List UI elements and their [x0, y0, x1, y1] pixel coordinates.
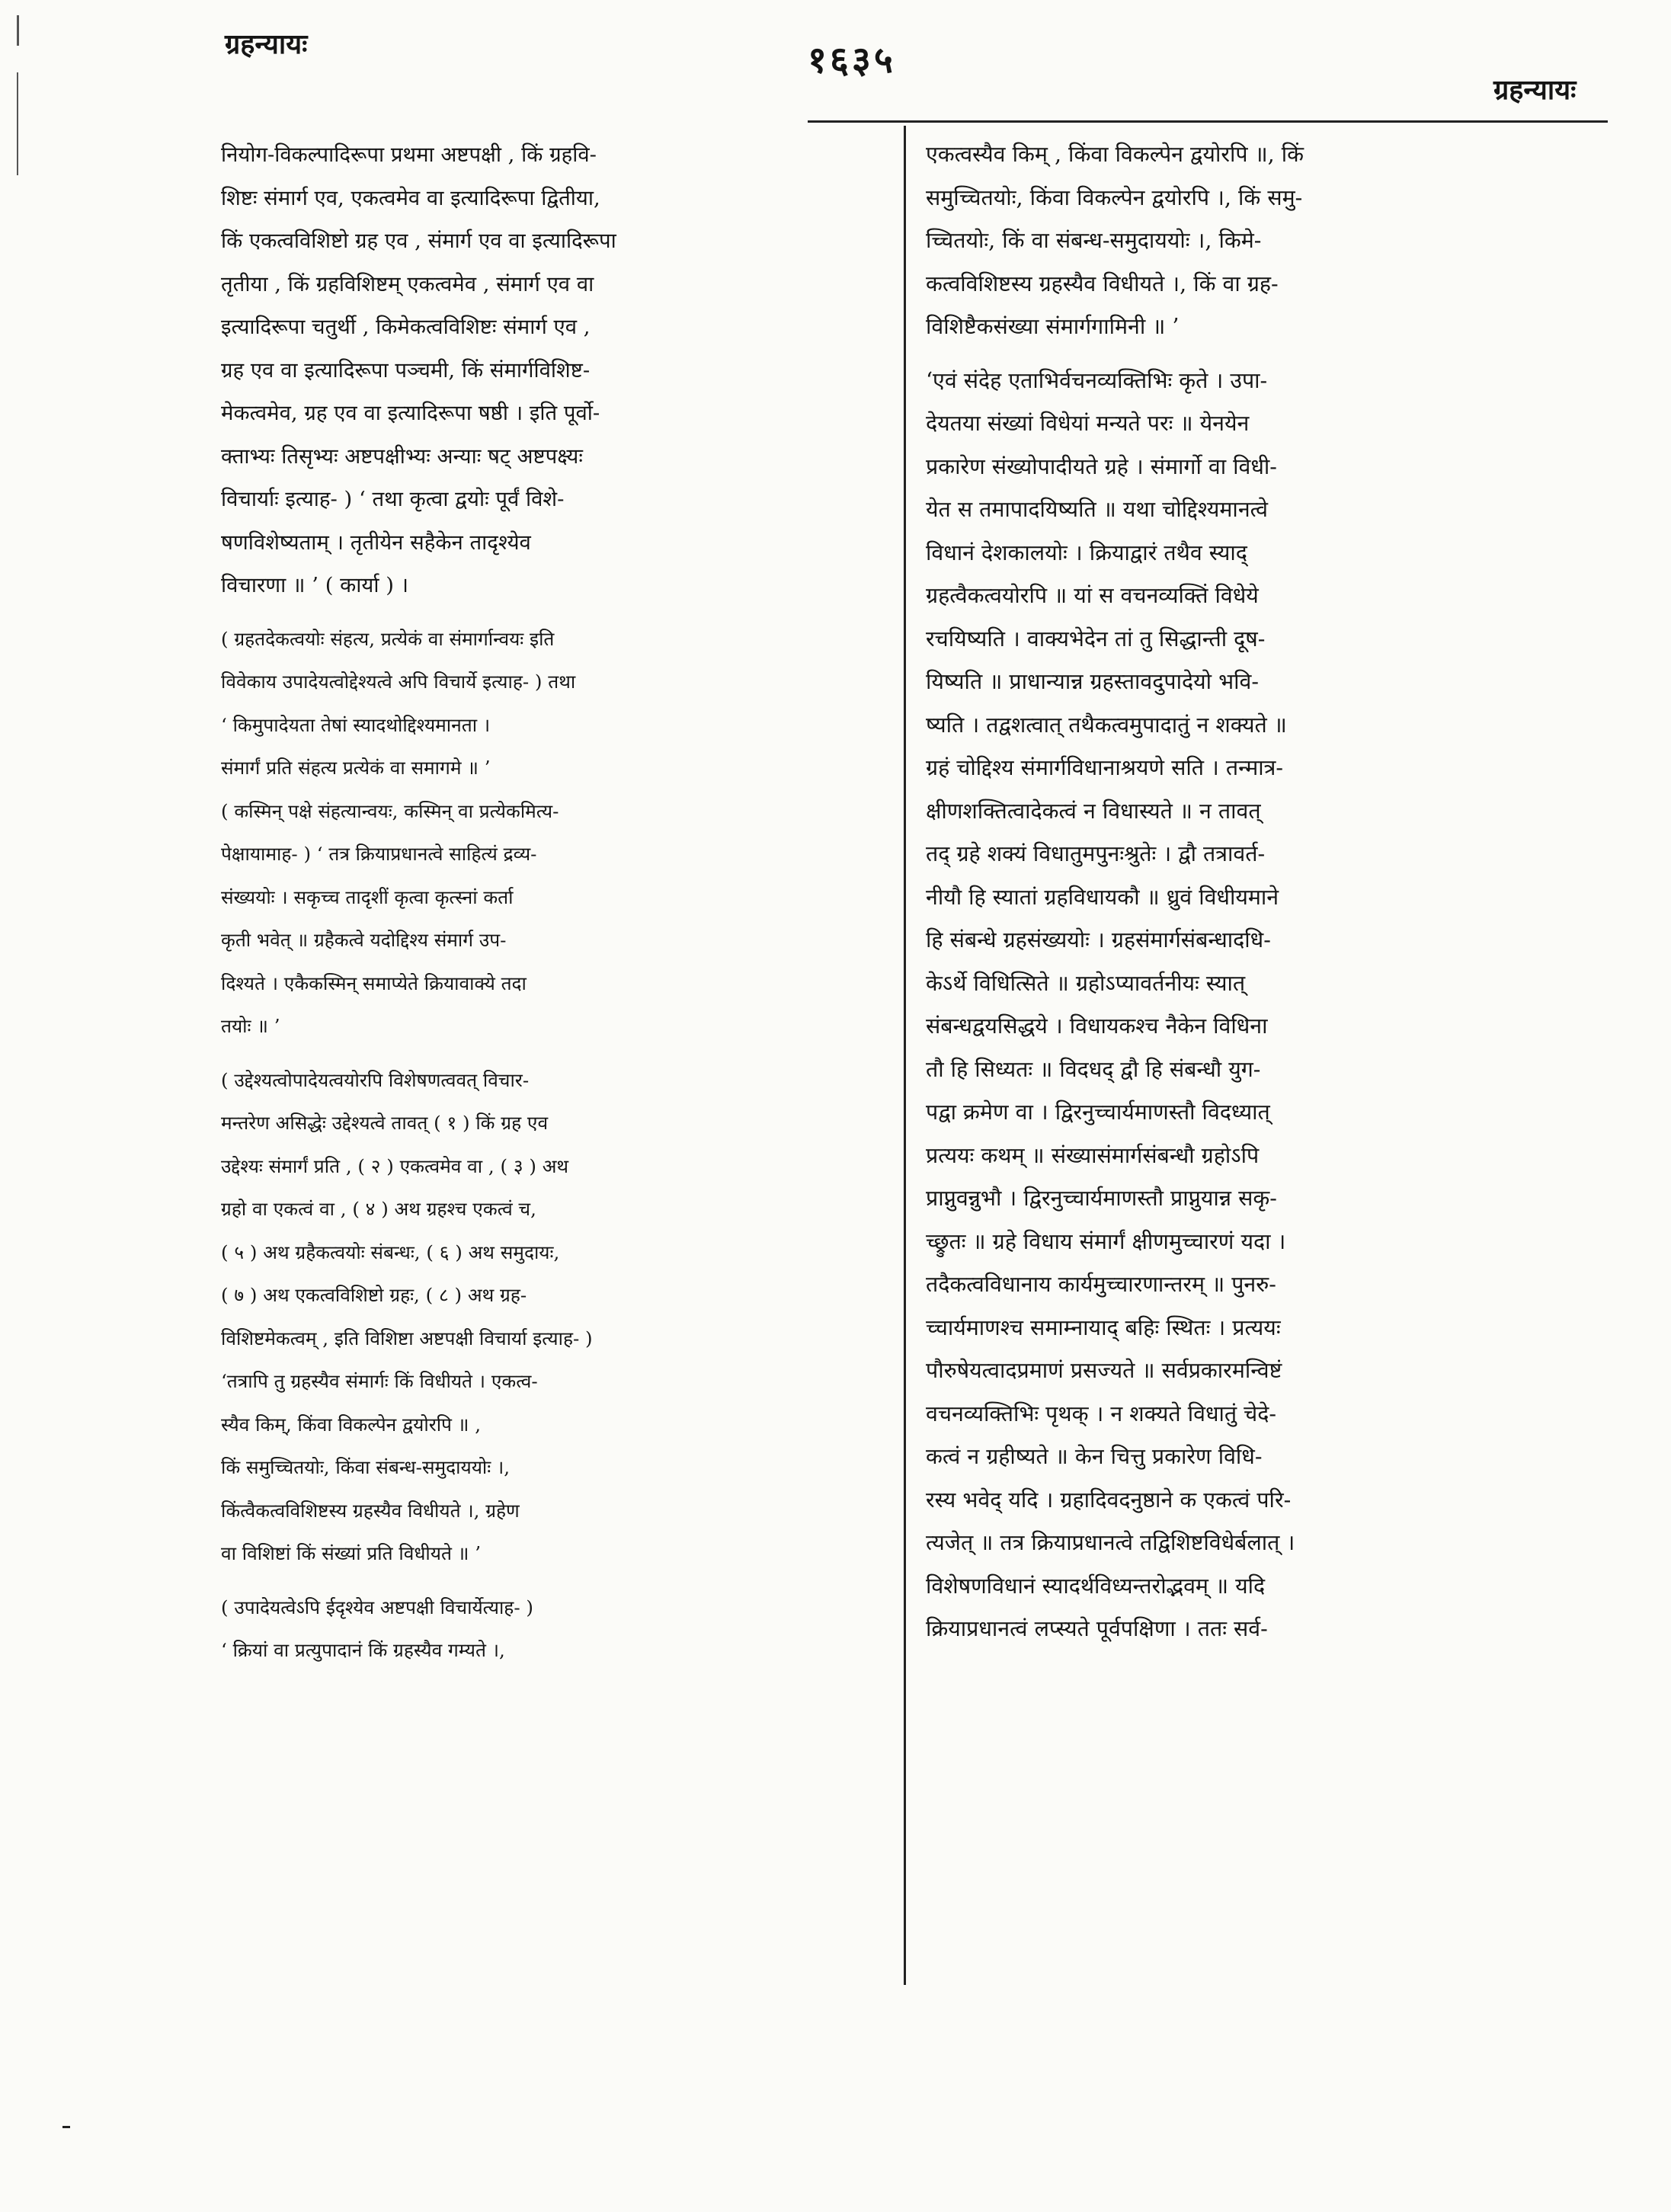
right-column [926, 133, 1600, 1662]
left-paragraph-4: ( उपादेयत्वेऽपि ईदृश्येव अष्टपक्षी विचार्येत्याह- ) ‘ क्रियां वा प्रत्युपादानं किं ग्रहस्यैव गम्यते ।, [221, 1596, 533, 1661]
right-paragraph-1: एकत्वस्यैव किम् , किंवा विकल्पेन द्वयोरपि ॥, किं समुच्चितयोः, किंवा विकल्पेन द्वयोरपि ।, किं समु- च्चितयोः, किं वा संबन्ध-समुदाययोः ।, किमे- कत्वविशिष्टस्य ग्रहस्यैव विधीयते ।, किं वा ग्रह- विशिष्टैकसंख्या संमार्गगामिनी ॥ ’ [926, 142, 1304, 339]
margin-mark-lower [17, 72, 18, 175]
left-paragraph-2: ( ग्रहतदेकत्वयोः संहत्य, प्रत्येकं वा संमार्गान्वयः इति विवेकाय उपादेयत्वोद्देश्यत्वे अपि विचार्ये इत्याह- ) तथा ‘ किमुपादेयता तेषां स्यादथोद्दिश्यमानता । संमार्गं प्रति संहत्य प्रत्येकं वा समागमे ॥ ’ ( कस्मिन् पक्षे संहत्यान्वयः, कस्मिन् वा प्रत्येकमित्य- पेक्षायामाह- ) ‘ तत्र क्रियाप्रधानत्वे साहित्यं द्रव्य- संख्ययोः । सकृच्च तादृशीं कृत्वा कृत्स्नां कर्ता कृती भवेत् ॥ ग्रहैकत्वे यदोद्दिश्य संमार्ग उप- दिश्यते । एकैकस्मिन् समाप्येते क्रियावाक्ये तदा तयोः ॥ ’ [221, 627, 576, 1037]
right-paragraph-2: ‘एवं संदेह एताभिर्वचनव्यक्तिभिः कृते । उपा- देयतया संख्यां विधेयां मन्यते परः ॥ येनयेन प्रकारेण संख्योपादीयते ग्रहे । संमार्गो वा विधी- येत स तमापादयिष्यति ॥ यथा चोद्दिश्यमानत्वे विधानं देशकालयोः । क्रियाद्वारं तथैव स्याद् ग्रहत्वैकत्वयोरपि ॥ यां स वचनव्यक्तिं विधेये रचयिष्यति । वाक्यभेदेन तां तु सिद्धान्ती दूष- यिष्यति ॥ प्राधान्यान्न ग्रहस्तावदुपादेयो भवि- ष्यति । तद्वशत्वात् तथैकत्वमुपादातुं न शक्यते ॥ ग्रहं चोद्दिश्य संमार्गविधानाश्रयणे सति । तन्मात्र- क्षीणशक्तित्वादेकत्वं न विधास्यते ॥ न तावत् तद् ग्रहे शक्यं विधातुमपुनःश्रुतेः । द्वौ तत्रावर्त- नीयौ हि स्यातां ग्रहविधायकौ ॥ ध्रुवं विधीयमाने हि संबन्धे ग्रहसंख्ययोः । ग्रहसंमार्गसंबन्धादधि- केऽर्थे विधित्सिते ॥ ग्रहोऽप्यावर्तनीयः स्यात् संबन्धद्वयसिद्धये । विधायकश्च नैकेन विधिना तौ हि सिध्यतः ॥ विदधद् द्वौ हि संबन्धौ युग- पद्वा क्रमेण वा । द्विरनुच्चार्यमाणस्तौ विदध्यात् प्रत्ययः कथम् ॥ संख्यासंमार्गसंबन्धौ ग्रहोऽपि प्राप्नुवन्नुभौ । द्विरनुच्चार्यमाणस्तौ प्राप्नुयान्न सकृ- च्छ्रुतः ॥ ग्रहे विधाय संमार्गं क्षीणमुच्चारणं यदा । तदैकत्वविधानाय कार्यमुच्चारणान्तरम् ॥ पुनरु- च्चार्यमाणश्च समाम्नायाद् बहिः स्थितः । प्रत्ययः पौरुषेयत्वादप्रमाणं प्रसज्यते ॥ सर्वप्रकारमन्विष्टं वचनव्यक्तिभिः पृथक् । न शक्यते विधातुं चेदे- कत्वं न ग्रहीष्यते ॥ केन चित्तु प्रकारेण विधि- रस्य भवेद् यदि । ग्रहादिवदनुष्ठाने क एकत्वं परि- त्यजेत् ॥ तत्र क्रियाप्रधानत्वे तद्विशिष्टविधेर्बलात् । विशेषणविधानं स्यादर्थविध्यन्तरोद्भवम् ॥ यदि क्रियाप्रधानत्वं लप्स्यते पूर्वपक्षिणा । ततः सर्व- [926, 367, 1295, 1641]
margin-mark-top [17, 15, 19, 46]
running-head-left: ग्रहन्यायः [225, 28, 308, 60]
page-number: १६३५ [808, 39, 896, 82]
column-divider [904, 126, 906, 1985]
left-paragraph-1: नियोग-विकल्पादिरूपा प्रथमा अष्टपक्षी , किं ग्रहवि- शिष्टः संमार्ग एव, एकत्वमेव वा इत्यादिरूपा द्वितीया, किं एकत्वविशिष्टो ग्रह एव , संमार्ग एव वा इत्यादिरूपा तृतीया , किं ग्रहविशिष्टम् एकत्वमेव , संमार्ग एव वा इत्यादिरूपा चतुर्थी , किमेकत्वविशिष्टः संमार्ग एव , ग्रह एव वा इत्यादिरूपा पञ्चमी, किं संमार्गविशिष्ट- मेकत्वमेव, ग्रह एव वा इत्यादिरूपा षष्ठी । इति पूर्वो- क्ताभ्यः तिसृभ्यः अष्टपक्षीभ्यः अन्याः षट् अष्टपक्ष्यः विचार्याः इत्याह- ) ‘ तथा कृत्वा द्वयोः पूर्वं विशे- षणविशेष्यताम् । तृतीयेन सहैकेन तादृश्येव विचारणा ॥ ’ ( कार्या ) । [221, 142, 616, 597]
bottom-left-mark [62, 2126, 70, 2128]
running-head-right: ग्रहन्यायः [1493, 74, 1577, 106]
header-rule [808, 120, 1608, 123]
left-column [221, 133, 876, 1683]
left-paragraph-3: ( उद्देश्यत्वोपादेयत्वयोरपि विशेषणत्ववत् विचार- मन्तरेण असिद्धेः उद्देश्यत्वे तावत् ( १ ) किं ग्रह एव उद्देश्यः संमार्गं प्रति , ( २ ) एकत्वमेव वा , ( ३ ) अथ ग्रहो वा एकत्वं वा , ( ४ ) अथ ग्रहश्च एकत्वं च, ( ५ ) अथ ग्रहैकत्वयोः संबन्धः, ( ६ ) अथ समुदायः, ( ७ ) अथ एकत्वविशिष्टो ग्रहः, ( ८ ) अथ ग्रह- विशिष्टमेकत्वम् , इति विशिष्टा अष्टपक्षी विचार्या इत्याह- ) ‘तत्रापि तु ग्रहस्यैव संमार्गः किं विधीयते । एकत्व- स्यैव किम्, किंवा विकल्पेन द्वयोरपि ॥ , किं समुच्चितयोः, किंवा संबन्ध-समुदाययोः ।, किंत्वैकत्वविशिष्टस्य ग्रहस्यैव विधीयते ।, ग्रहेण वा विशिष्टां किं संख्यां प्रति विधीयते ॥ ’ [221, 1068, 593, 1564]
